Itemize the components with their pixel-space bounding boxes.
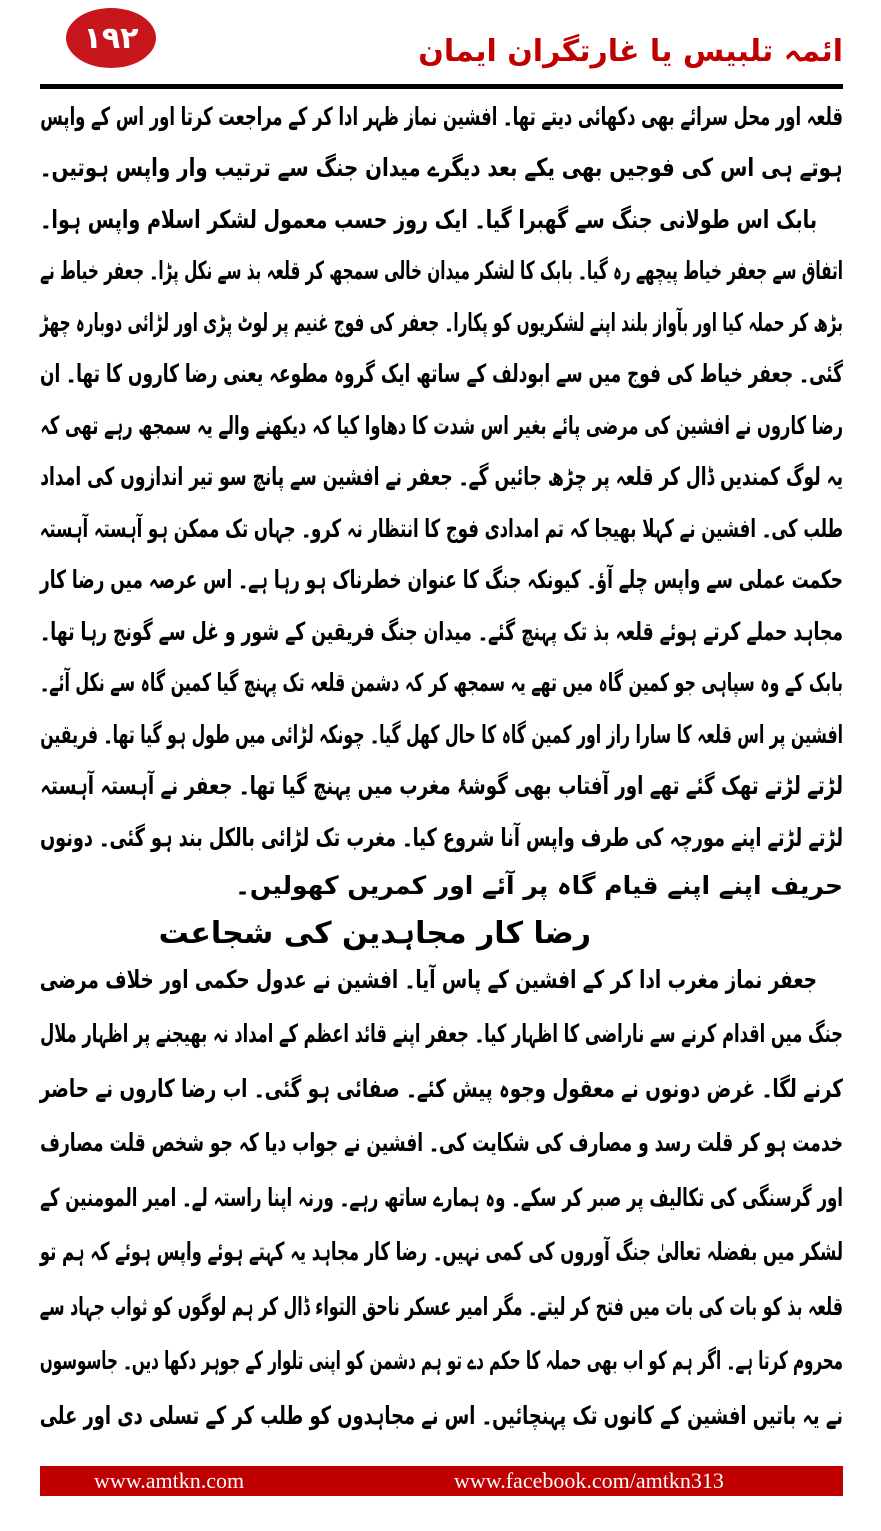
text-line: رضا کاروں نے افشین کی مرضی پائے بغیر اس شدت کا دھاوا کیا کہ دیکھنے والے یہ سمجھ رہے تھی کہ [40,411,843,440]
section-heading: رضا کار مجاہدین کی شجاعت [158,916,591,951]
text-line: بابک کے وہ سپاہی جو کمین گاہ میں تھے یہ سمجھ کر کہ دشمن قلعہ تک پہنچ گیا کمین گاہ سے نکل آئے۔ [39,668,844,697]
text-line: لڑتے لڑتے تھک گئے تھے اور آفتاب بھی گوشۂ مغرب میں پہنچ گیا تھا۔ جعفر نے آہستہ آہستہ [40,771,844,800]
text-line: جنگ میں اقدام کرنے سے ناراضی کا اظہار کیا۔ جعفر اپنے قائد اعظم کے امداد نہ بھیجنے پر اظہار ملال [40,1019,843,1048]
text-line: لشکر میں بفضلہ تعالیٰ جنگ آوروں کی کمی نہیں۔ رضا کار مجاہد یہ کہتے ہوئے واپس ہوئے کہ ہم تو [39,1237,844,1266]
text-line: قلعہ اور محل سرائے بھی دکھائی دیتے تھا۔ افشین نماز ظہر ادا کر کے مراجعت کرتا اور اس کے واپس [40,102,843,131]
text-line: افشین پر اس قلعہ کا سارا راز اور کمین گاہ کا حال کھل گیا۔ چونکہ لڑائی میں طول ہو گیا تھا۔ فریقین [40,720,843,749]
text-line: جعفر نماز مغرب ادا کر کے افشین کے پاس آیا۔ افشین نے عدول حکمی اور خلاف مرضی [39,965,818,994]
text-line: لڑتے لڑتے اپنے مورچہ کی طرف واپس آنا شروع کیا۔ مغرب تک لڑائی بالکل بند ہو گئی۔ دونوں [40,823,843,852]
text-line: یہ لوگ کمندیں ڈال کر قلعہ پر چڑھ جائیں گے۔ جعفر نے افشین سے پانچ سو تیر اندازوں کی امداد [40,462,843,491]
text-line: اتفاق سے جعفر خیاط پیچھے رہ گیا۔ بابک کا لشکر میدان خالی سمجھ کر قلعہ بذ سے نکل پڑا۔ جعفر خیاط نے [40,256,843,285]
text-line: نے یہ باتیں افشین کے کانوں تک پہنچائیں۔ اس نے مجاہدوں کو طلب کر کے تسلی دی اور علی [39,1401,843,1430]
page-number-badge: ۱۹۲ [66,8,156,68]
facebook-link[interactable]: www.facebook.com/amtkn313 [454,1468,724,1493]
header-divider [40,84,843,89]
text-line: طلب کی۔ افشین نے کہلا بھیجا کہ تم امدادی فوج کا انتظار نہ کرو۔ جہاں تک ممکن ہو آہستہ آہستہ [39,514,843,543]
book-title: ائمہ تلبیس یا غارتگران ایمان [418,34,843,69]
text-line: بابک اس طولانی جنگ سے گھبرا گیا۔ ایک روز حسب معمول لشکر اسلام واپس ہوا۔ [40,205,817,234]
text-line: کرنے لگا۔ غرض دونوں نے معقول وجوہ پیش کئے۔ صفائی ہو گئی۔ اب رضا کاروں نے حاضر [39,1074,843,1103]
text-line: خدمت ہو کر قلت رسد و مصارف کی شکایت کی۔ افشین نے جواب دیا کہ جو شخص قلت مصارف [40,1128,844,1157]
text-line: حکمت عملی سے واپس چلے آؤ۔ کیونکہ جنگ کا عنوان خطرناک ہو رہا ہے۔ اس عرصہ میں رضا کار [39,565,843,594]
text-line: اور گرسنگی کی تکالیف پر صبر کر سکے۔ وہ ہمارے ساتھ رہے۔ ورنہ اپنا راستہ لے۔ امیر المومنین کے [40,1183,844,1212]
text-line: حریف اپنے اپنے قیام گاہ پر آئے اور کمریں کھولیں۔ [235,871,843,900]
text-line: گئی۔ جعفر خیاط کی فوج میں سے ابودلف کے ساتھ ایک گروہ مطوعہ یعنی رضا کاروں کا تھا۔ ان [39,359,844,388]
text-line: بڑھ کر حملہ کیا اور بآواز بلند اپنے لشکریوں کو پکارا۔ جعفر کی فوج غنیم پر لوٹ پڑی اور لڑائی دوبارہ چھڑ [40,308,844,337]
text-line: محروم کرتا ہے۔ اگر ہم کو اب بھی حملہ کا حکم دے تو ہم دشمن کو اپنی تلوار کے جوہر دکھا دیں۔ جاسوسوں [39,1346,843,1375]
text-line: ہوتے ہی اس کی فوجیں بھی یکے بعد دیگرے میدان جنگ سے ترتیب وار واپس ہوتیں۔ [40,153,843,182]
website-link[interactable]: www.amtkn.com [94,1468,245,1493]
footer-bar [40,1466,843,1496]
text-line: مجاہد حملے کرتے ہوئے قلعہ بذ تک پہنچ گئے۔ میدان جنگ فریقین کے شور و غل سے گونج رہا تھا۔ [40,617,843,646]
text-line: قلعہ بذ کو بات کی بات میں فتح کر لیتے۔ مگر امیر عسکر ناحق التواء ڈال کر ہم لوگوں کو ثواب جہاد سے [39,1292,843,1321]
